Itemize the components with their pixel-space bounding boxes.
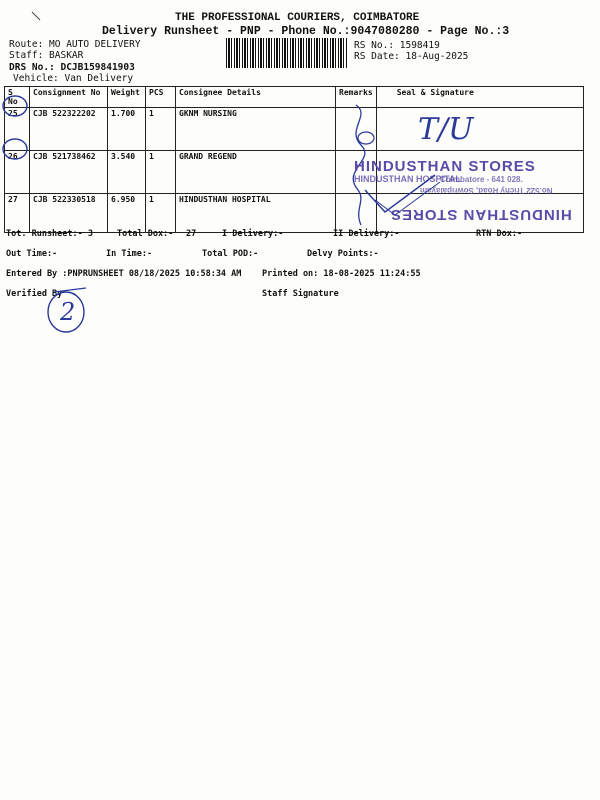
col-pcs: PCS <box>146 87 176 108</box>
verified-number: 2 <box>60 298 76 326</box>
runsheet-title: Delivery Runsheet - PNP - Phone No.:9047080280 - Page No.:3 <box>102 25 510 38</box>
stamp-name: HINDUSTHAN STORES <box>354 158 536 175</box>
stamp-addr1: Coimbatore - 641 028. <box>440 175 523 184</box>
cell-sno: 25 <box>5 108 30 151</box>
drs-number: DRS No.: DCJB159841903 <box>9 62 135 73</box>
cell-consignee: HINDUSTHAN HOSPITAL <box>176 194 336 233</box>
tot-runsheet: Tot. Runsheet:- 3 <box>6 229 93 239</box>
staff-signature: Staff Signature <box>262 289 339 299</box>
stamp-sub: HINDUSTHAN HOSPITAL <box>354 174 461 184</box>
in-time: In Time:- <box>106 249 153 259</box>
company-title: THE PROFESSIONAL COURIERS, COIMBATORE <box>175 12 420 24</box>
cell-consignment: CJB 522330518 <box>30 194 108 233</box>
total-dox-label: Total Dox:- <box>117 229 174 239</box>
stamp-name-inverted: HINDUSTHAN STORES <box>390 206 572 223</box>
cell-weight: 1.700 <box>108 108 146 151</box>
cell-sno: 26 <box>5 151 30 194</box>
cell-pcs: 1 <box>146 151 176 194</box>
cell-pcs: 1 <box>146 194 176 233</box>
cell-consignee: GKNM NURSING <box>176 108 336 151</box>
cell-weight: 6.950 <box>108 194 146 233</box>
route-label: Route: MO AUTO DELIVERY <box>9 39 141 50</box>
entered-by: Entered By :PNPRUNSHEET 08/18/2025 10:58:34 AM <box>6 269 242 279</box>
col-consignee: Consignee Details <box>176 87 336 108</box>
barcode <box>226 38 348 68</box>
cell-sno: 27 <box>5 194 30 233</box>
ii-delivery: II Delivery:- <box>333 229 400 239</box>
col-weight: Weight <box>108 87 146 108</box>
rs-number: RS No.: 1598419 <box>354 40 440 51</box>
i-delivery: I Delivery:- <box>222 229 284 239</box>
corner-tick-mark <box>30 10 42 22</box>
col-seal-signature: Seal & Signature <box>376 87 583 108</box>
delvy-points: Delvy Points:- <box>307 249 379 259</box>
cell-weight: 3.540 <box>108 151 146 194</box>
rs-date: RS Date: 18-Aug-2025 <box>354 51 469 62</box>
col-remarks: Remarks <box>336 87 377 108</box>
rtn-dox: RTN Dox:- <box>476 229 523 239</box>
table-header-row <box>5 87 584 108</box>
verified-by: Verified By <box>6 289 63 299</box>
staff-label: Staff: BASKAR <box>9 50 84 61</box>
vehicle-label: Vehicle: Van Delivery <box>13 73 134 84</box>
printed-on: Printed on: 18-08-2025 11:24:55 <box>262 269 421 279</box>
total-pod: Total POD:- <box>202 249 259 259</box>
signature-mark: T/U <box>418 112 474 147</box>
cell-consignment: CJB 521738462 <box>30 151 108 194</box>
sno-circle-marks <box>0 92 40 162</box>
cell-consignment: CJB 522322202 <box>30 108 108 151</box>
cell-pcs: 1 <box>146 108 176 151</box>
table-row <box>5 108 584 151</box>
cell-seal <box>376 108 583 151</box>
col-consignment: Consignment No <box>30 87 108 108</box>
col-sno: S No <box>5 87 30 108</box>
stamp-check-mark <box>360 170 450 220</box>
stamp-addr2: No.522 Trichy Road, Sowripalayam <box>420 186 553 195</box>
out-time: Out Time:- <box>6 249 58 259</box>
cell-consignee: GRAND REGEND <box>176 151 336 194</box>
total-dox-value: 27 <box>186 229 197 239</box>
